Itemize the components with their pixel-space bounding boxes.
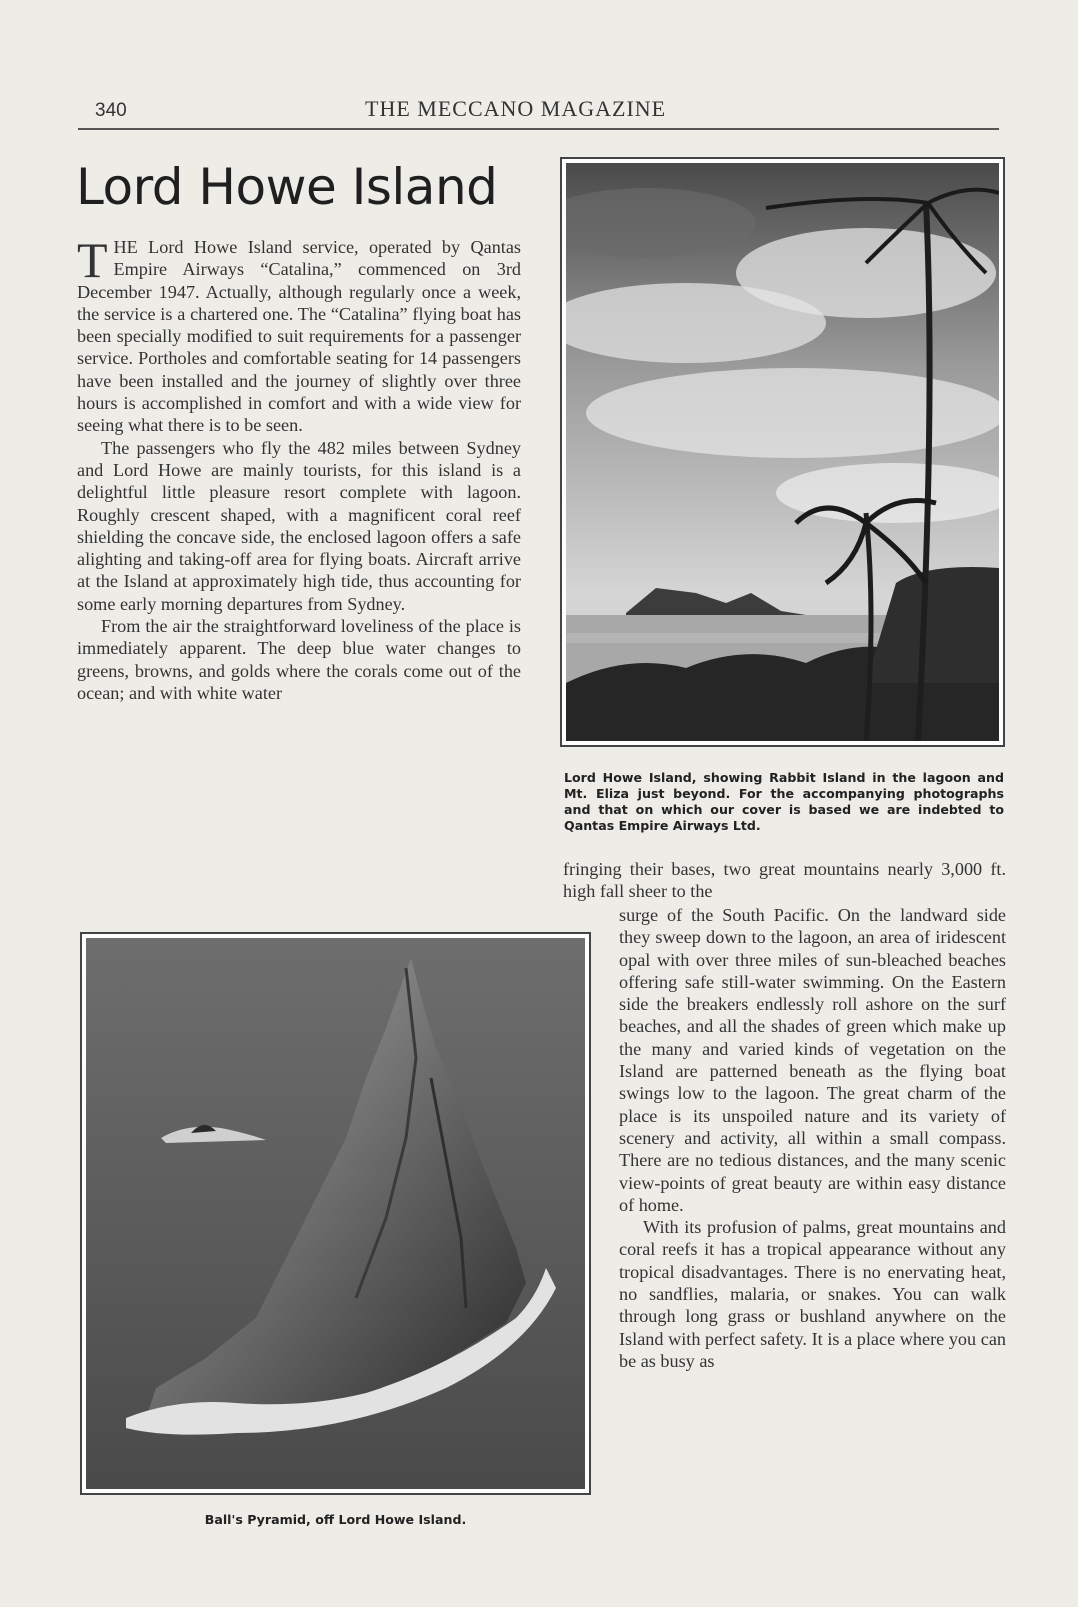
right-column-narrow	[619, 904, 1006, 1372]
balls-pyramid-photo	[80, 932, 591, 1495]
drop-cap: T	[77, 232, 108, 288]
lagoon-photo	[560, 157, 1005, 747]
lagoon-photo-caption: Lord Howe Island, showing Rabbit Island in the lagoon and Mt. Eliza just beyond. For the accompanying photographs and that on which our cover is based we are indebted to Qantas Empire Airways Ltd.	[564, 770, 1004, 833]
paragraph-continuation-2: surge of the South Pacific. On the landward side they sweep down to the lagoon, an area of iridescent opal with over three miles of sun-bleached beaches offering safe still-water swimming. On the Eastern side the breakers endlessly roll ashore on the surf beaches, and all the shades of green which make up the many and varied kinds of vegetation on the Island are patterned beneath as the flying boat swings low to the lagoon. The great charm of the place is its unspoiled nature and its variety of scenery and activity, all within a small compass. There are no tedious distances, and the many scenic view-points of great beauty are within easy distance of home.	[619, 905, 1006, 1215]
paragraph-intro-text: HE Lord Howe Island service, operated by Qantas Empire Airways “Catalina,” commenced on 3rd December 1947. Actually, although regularly once a week, the service is a chartered one. The “Catalina” flying boat has been specially modified to suit requirements for a passenger service. Portholes and comfortable seating for 14 passengers have been installed and the journey of slightly over three hours is accomplished in comfort and with a wide view for seeing what there is to be seen.	[77, 237, 521, 436]
magazine-title: THE MECCANO MAGAZINE	[365, 96, 667, 121]
lagoon-photo-image	[566, 163, 999, 741]
article-title: Lord Howe Island	[76, 158, 498, 216]
paragraph-intro	[77, 232, 521, 437]
paragraph-continuation: fringing their bases, two great mountains nearly 3,000 ft. high fall sheer to the	[563, 859, 1006, 902]
left-column	[77, 232, 521, 704]
paragraph-passengers: The passengers who fly the 482 miles between Sydney and Lord Howe are mainly tourists, for this island is a delightful little pleasure resort complete with lagoon. Roughly crescent shaped, with a magnificent coral reef shielding the concave side, the enclosed lagoon offers a safe alighting and taking-off area for flying boats. Aircraft arrive at the Island at approximately high tide, thus accounting for some early morning departures from Sydney.	[77, 437, 521, 614]
page-number: 340	[95, 100, 127, 121]
header-rule	[78, 128, 999, 130]
balls-pyramid-image	[86, 938, 585, 1489]
paragraph-palms: With its profusion of palms, great mountains and coral reefs it has a tropical appearance without any tropical disadvantages. There is no enervating heat, no sandflies, malaria, or snakes. You can walk through long grass or bushland anywhere on the Island with perfect safety. It is a place where you can be as busy as	[619, 1217, 1006, 1371]
balls-pyramid-caption: Ball's Pyramid, off Lord Howe Island.	[204, 1512, 467, 1527]
right-column-top	[563, 858, 1006, 903]
paragraph-air-view: From the air the straightforward loveliness of the place is immediately apparent. The deep blue water changes to greens, browns, and golds where the corals come out of the ocean; and with white water	[77, 616, 521, 703]
